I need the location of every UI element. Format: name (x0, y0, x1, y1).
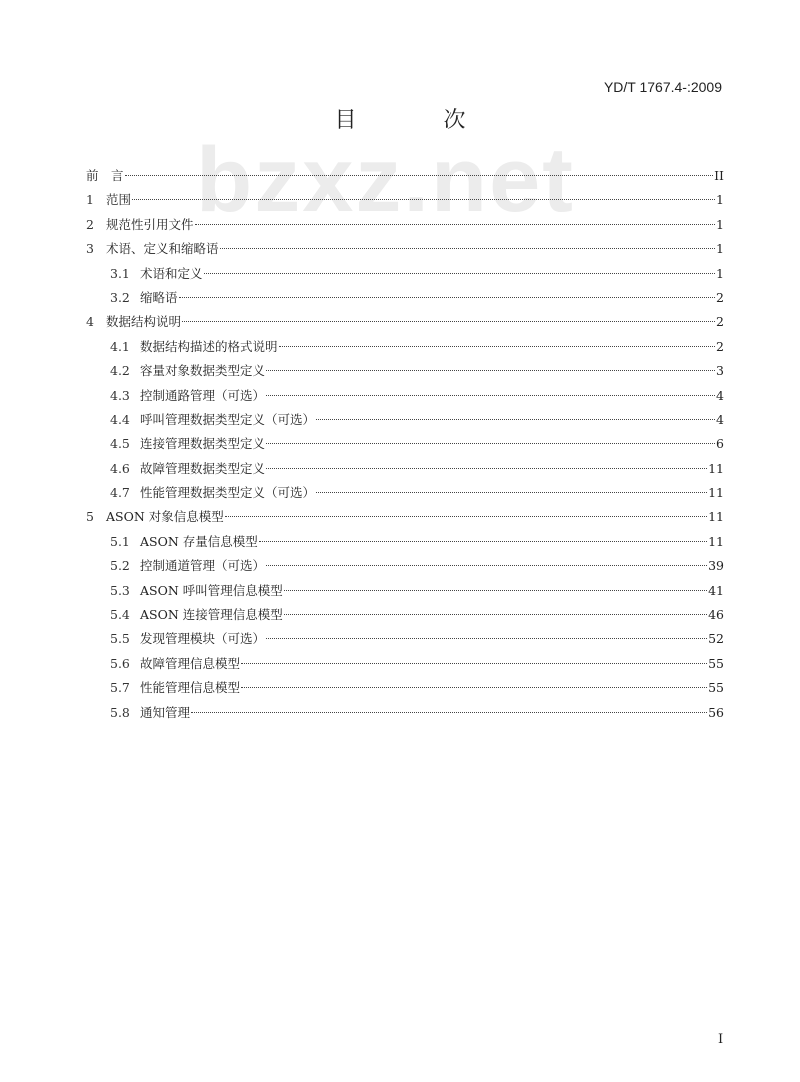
page-number: I (718, 1032, 724, 1047)
toc-entry[interactable] (86, 264, 724, 288)
leader-dots (266, 468, 707, 469)
toc-entry-title: 控制通路管理（可选） (140, 387, 266, 403)
leader-dots (316, 492, 707, 493)
toc-entry-page: 52 (708, 631, 724, 647)
leader-dots (241, 663, 707, 664)
toc-entry-page: 55 (708, 655, 724, 671)
toc-entry-page: 11 (708, 509, 724, 525)
toc-entry-title: 呼叫管理数据类型定义（可选） (140, 411, 316, 427)
toc-entry[interactable] (86, 337, 724, 361)
toc-entry-number: 4.4 (110, 411, 130, 427)
toc-entry-page: 55 (708, 680, 724, 696)
toc-entry-page: 3 (716, 363, 724, 379)
toc-entry-title: 连接管理数据类型定义 (140, 436, 266, 452)
toc-entry[interactable] (86, 654, 724, 678)
toc-entry-title: 规范性引用文件 (106, 216, 194, 232)
leader-dots (266, 638, 707, 639)
toc-entry-page: 39 (708, 558, 724, 574)
toc-entry-title: 容量对象数据类型定义 (140, 363, 266, 379)
toc-entry[interactable] (86, 483, 724, 507)
toc-entry-number: 3.1 (110, 265, 130, 281)
leader-dots (195, 224, 716, 225)
toc-entry-number: 3 (86, 241, 94, 257)
toc-entry-page: 41 (708, 582, 724, 598)
toc-entry-page: 4 (716, 411, 724, 427)
toc-entry-number: 4.6 (110, 460, 130, 476)
leader-dots (259, 541, 707, 542)
toc-entry-number: 2 (86, 216, 94, 232)
toc-entry[interactable] (86, 166, 724, 190)
toc-entry[interactable] (86, 581, 724, 605)
toc-entry[interactable] (86, 434, 724, 458)
toc-entry-title: 术语和定义 (140, 265, 203, 281)
toc-entry-number: 4.2 (110, 363, 130, 379)
leader-dots (179, 297, 716, 298)
toc-entry[interactable] (86, 215, 724, 239)
toc-entry-page: 11 (708, 533, 724, 549)
toc-entry-title: 性能管理信息模型 (140, 680, 241, 696)
toc-entry[interactable] (86, 410, 724, 434)
toc-entry-number: 4 (86, 314, 94, 330)
toc-entry-number: 3.2 (110, 289, 130, 305)
toc-entry-page: 1 (716, 265, 724, 281)
toc-entry-title: 通知管理 (140, 704, 191, 720)
toc-entry-number: 5 (86, 509, 94, 525)
toc-entry[interactable] (86, 239, 724, 263)
leader-dots (241, 687, 707, 688)
toc-entry-page: 4 (716, 387, 724, 403)
toc-entry-number: 1 (86, 192, 94, 208)
toc-entry-title: 前 言 (86, 168, 124, 183)
toc-entry-page: 11 (708, 460, 724, 476)
toc-entry-title: 术语、定义和缩略语 (106, 241, 219, 257)
toc-entry-title: 数据结构描述的格式说明 (140, 338, 278, 354)
toc-entry-number: 5.1 (110, 533, 130, 549)
leader-dots (279, 346, 716, 347)
leader-dots (284, 590, 707, 591)
table-of-contents (86, 166, 724, 727)
leader-dots (225, 516, 707, 517)
leader-dots (266, 443, 715, 444)
toc-entry[interactable] (86, 703, 724, 727)
toc-entry-number: 4.7 (110, 485, 130, 501)
toc-entry-number: 5.8 (110, 704, 130, 720)
leader-dots (266, 565, 707, 566)
toc-entry-title: ASON 呼叫管理信息模型 (140, 582, 283, 598)
toc-entry-number: 5.3 (110, 582, 130, 598)
toc-entry-title: ASON 对象信息模型 (106, 509, 224, 525)
toc-entry[interactable] (86, 190, 724, 214)
toc-entry-title: 数据结构说明 (106, 314, 182, 330)
toc-entry[interactable] (86, 605, 724, 629)
toc-entry-title: 控制通道管理（可选） (140, 558, 266, 574)
page-title: 目 次 (334, 108, 506, 133)
toc-entry-number: 5.7 (110, 680, 130, 696)
toc-entry-page: 2 (716, 338, 724, 354)
watermark: bzxz.net (196, 129, 575, 231)
toc-entry-number: 5.5 (110, 631, 130, 647)
toc-entry-title: ASON 连接管理信息模型 (140, 607, 283, 623)
toc-entry-number: 4.3 (110, 387, 130, 403)
toc-entry-page: 11 (708, 485, 724, 501)
toc-entry-number: 4.5 (110, 436, 130, 452)
toc-entry-page: 2 (716, 314, 724, 330)
toc-entry-number: 5.4 (110, 607, 130, 623)
toc-entry[interactable] (86, 361, 724, 385)
toc-entry[interactable] (86, 386, 724, 410)
toc-entry[interactable] (86, 288, 724, 312)
leader-dots (125, 175, 714, 176)
toc-entry-page: II (714, 168, 724, 183)
toc-entry-number: 4.1 (110, 338, 130, 354)
toc-entry-title: 故障管理信息模型 (140, 655, 241, 671)
toc-entry[interactable] (86, 556, 724, 580)
toc-entry-page: 56 (708, 704, 724, 720)
toc-entry-page: 1 (716, 241, 724, 257)
toc-entry-number: 5.2 (110, 558, 130, 574)
standard-code: YD/T 1767.4-:2009 (603, 79, 722, 95)
toc-entry-page: 6 (716, 436, 724, 452)
toc-entry-title: 故障管理数据类型定义 (140, 460, 266, 476)
toc-entry-title: 缩略语 (140, 289, 178, 305)
toc-entry-page: 1 (716, 216, 724, 232)
toc-entry-title: 性能管理数据类型定义（可选） (140, 485, 316, 501)
leader-dots (266, 370, 715, 371)
toc-entry[interactable] (86, 678, 724, 702)
toc-entry-page: 2 (716, 289, 724, 305)
toc-entry-title: 发现管理模块（可选） (140, 631, 266, 647)
toc-entry[interactable] (86, 312, 724, 336)
toc-entry[interactable] (86, 629, 724, 653)
leader-dots (316, 419, 715, 420)
leader-dots (284, 614, 707, 615)
leader-dots (220, 248, 716, 249)
toc-entry-number: 5.6 (110, 655, 130, 671)
leader-dots (204, 273, 716, 274)
leader-dots (191, 712, 707, 713)
toc-entry[interactable] (86, 532, 724, 556)
leader-dots (182, 321, 715, 322)
toc-entry-page: 1 (716, 192, 724, 208)
leader-dots (266, 395, 715, 396)
toc-entry[interactable] (86, 459, 724, 483)
leader-dots (132, 199, 715, 200)
toc-entry-page: 46 (708, 607, 724, 623)
toc-entry[interactable] (86, 507, 724, 531)
toc-entry-title: ASON 存量信息模型 (140, 533, 258, 549)
toc-entry-title: 范围 (106, 192, 132, 208)
